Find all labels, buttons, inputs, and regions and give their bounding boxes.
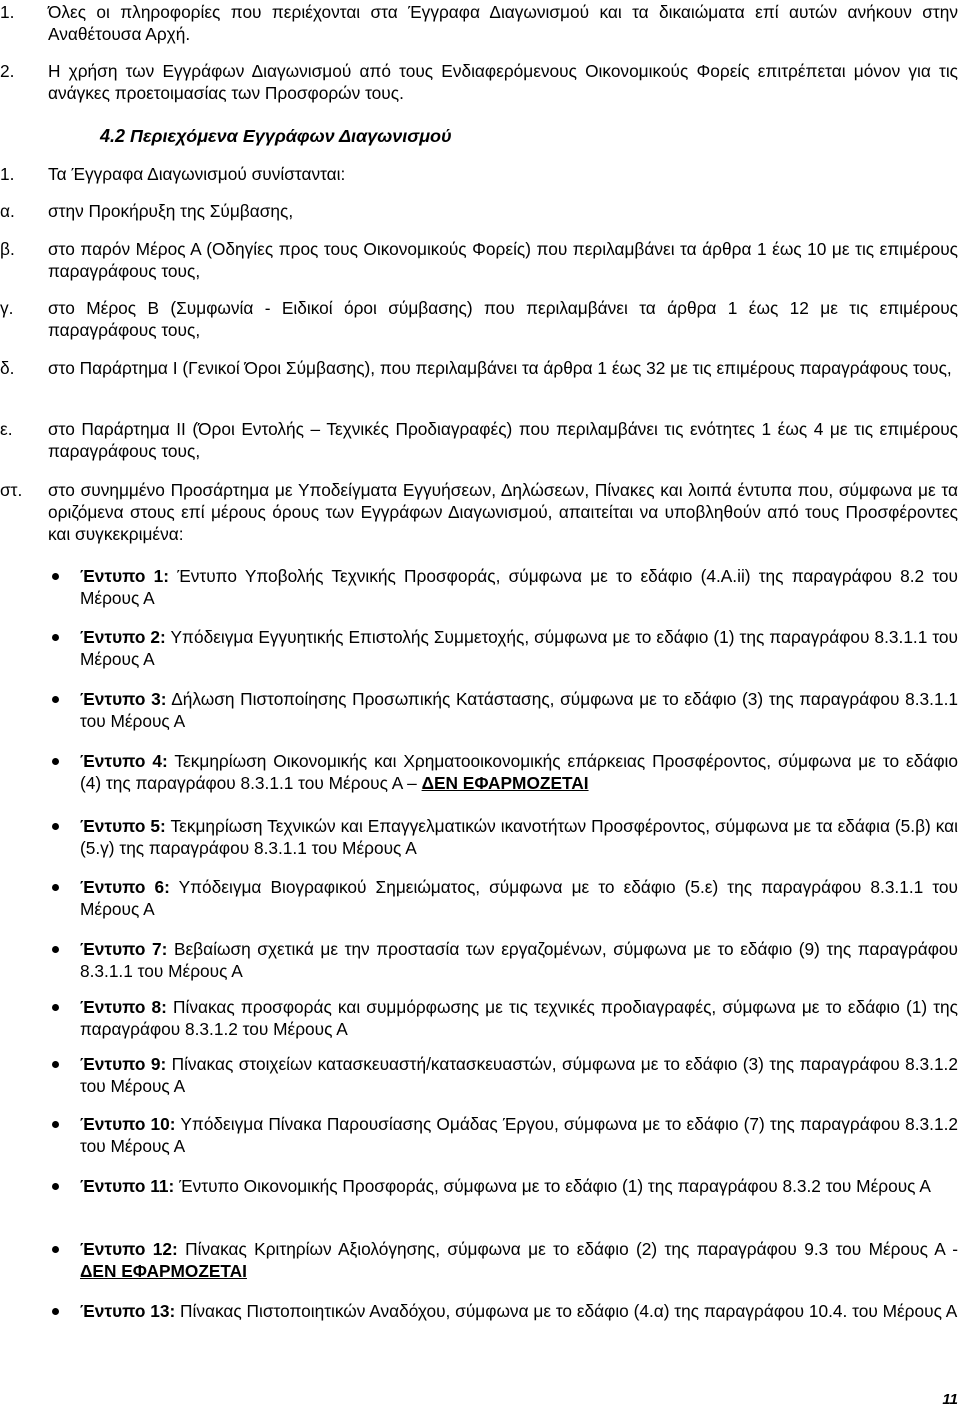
form-item (0, 815, 958, 859)
form-text: Πίνακας προσφοράς και συμμόρφωσης με τις τεχνικές προδιαγραφές, σύμφωνα με το εδάφιο (1) της παραγράφου 8.3.1.2 του Μέρους Α (80, 997, 958, 1039)
form-label: Έντυπο 1: (80, 566, 169, 586)
sub-text: στο Παράρτημα Ι (Γενικοί Όροι Σύμβασης), που περιλαμβάνει τα άρθρα 1 έως 32 με τις επιμέρους παραγράφους τους, (48, 358, 952, 378)
form-label: Έντυπο 11: (80, 1176, 175, 1196)
form-item (0, 1175, 958, 1197)
form-item (0, 565, 958, 609)
sub-text: στο Μέρος Β (Συμφωνία - Ειδικοί όροι σύμβασης) που περιλαμβάνει τα άρθρα 1 έως 12 με τις επιμέρους παραγράφους τους, (48, 298, 958, 340)
form-label: Έντυπο 7: (80, 939, 168, 959)
sub-marker: γ. (0, 298, 14, 318)
form-item (0, 750, 958, 794)
form-text: Υπόδειγμα Βιογραφικού Σημειώματος, σύμφωνα με το εδάφιο (5.ε) της παραγράφου 8.3.1.1 του Μέρους Α (80, 877, 958, 919)
sub-text: στο παρόν Μέρος Α (Οδηγίες προς τους Οικονομικούς Φορείς) που περιλαμβάνει τα άρθρα 1 έως 10 με τις επιμέρους παραγράφους τους, (48, 239, 958, 281)
form-text: Πίνακας Κριτηρίων Αξιολόγησης, σύμφωνα με το εδάφιο (2) της παραγράφου 9.3 του Μέρους Α - (185, 1239, 958, 1259)
item-marker: 1. (0, 164, 15, 184)
sub-marker: ε. (0, 419, 13, 439)
sub-text: στην Προκήρυξη της Σύμβασης, (48, 201, 294, 221)
sub-text: στο συνημμένο Προσάρτημα με Υποδείγματα Εγγυήσεων, Δηλώσεων, Πίνακες και λοιπά έντυπα που, σύμφωνα με τα οριζόμενα στους επί μέρους όρους των Εγγράφων Διαγωνισμού, απαιτείται να υποβληθούν από τους Προσφέροντες και συγκεκριμένα: (48, 480, 958, 544)
form-text: Πίνακας Πιστοποιητικών Αναδόχου, σύμφωνα με το εδάφιο (4.α) της παραγράφου 10.4. του Μέρους Α (180, 1301, 958, 1321)
sub-item (0, 357, 958, 379)
form-item (0, 996, 958, 1040)
form-item (0, 1053, 958, 1097)
form-label: Έντυπο 6: (80, 877, 170, 897)
bullet-icon (0, 938, 80, 982)
form-text: Έντυπο Οικονομικής Προσφοράς, σύμφωνα με το εδάφιο (1) της παραγράφου 8.3.2 του Μέρους Α (179, 1176, 931, 1196)
item-text: Η χρήση των Εγγράφων Διαγωνισμού από τους Ενδιαφερόμενους Οικονομικούς Φορείς επιτρέπεται μόνον για τις ανάγκες προετοιμασίας των Προσφορών τους. (48, 61, 958, 103)
form-item (0, 1300, 958, 1322)
section-heading: 4.2 Περιεχόμενα Εγγράφων Διαγωνισμού (100, 126, 452, 146)
form-label: Έντυπο 13: (80, 1301, 176, 1321)
list-item (0, 60, 958, 104)
not-applicable-note: ΔΕΝ ΕΦΑΡΜΟΖΕΤΑΙ (80, 1261, 247, 1281)
bullet-icon (0, 565, 80, 609)
sub-marker: στ. (0, 480, 23, 500)
form-item (0, 1238, 958, 1282)
bullet-icon (0, 688, 80, 732)
bullet-icon (0, 626, 80, 670)
form-label: Έντυπο 3: (80, 689, 167, 709)
not-applicable-note: ΔΕΝ ΕΦΑΡΜΟΖΕΤΑΙ (421, 773, 589, 793)
item-text: Όλες οι πληροφορίες που περιέχονται στα Έγγραφα Διαγωνισμού και τα δικαιώματα επί αυτών ανήκουν στην Αναθέτουσα Αρχή. (48, 2, 958, 44)
form-label: Έντυπο 10: (80, 1114, 176, 1134)
form-label: Έντυπο 5: (80, 816, 166, 836)
bullet-icon (0, 815, 80, 859)
form-label: Έντυπο 12: (80, 1239, 178, 1259)
bullet-icon (0, 1238, 80, 1282)
bullet-icon (0, 876, 80, 920)
sub-item (0, 297, 958, 341)
form-text: Βεβαίωση σχετικά με την προστασία των εργαζομένων, σύμφωνα με το εδάφιο (9) της παραγράφου 8.3.1.1 του Μέρους Α (80, 939, 958, 981)
bullet-icon (0, 1300, 80, 1322)
item-marker: 2. (0, 61, 15, 81)
form-label: Έντυπο 9: (80, 1054, 167, 1074)
sub-text: στο Παράρτημα ΙΙ (Όροι Εντολής – Τεχνικές Προδιαγραφές) που περιλαμβάνει τις ενότητες 1 έως 4 με τις επιμέρους παραγράφους τους, (48, 419, 958, 461)
form-item (0, 688, 958, 732)
form-item (0, 1113, 958, 1157)
form-text: Έντυπο Υποβολής Τεχνικής Προσφοράς, σύμφωνα με το εδάφιο (4.Α.ii) της παραγράφου 8.2 του Μέρους Α (80, 566, 958, 608)
form-text: Υπόδειγμα Πίνακα Παρουσίασης Ομάδας Έργου, σύμφωνα με το εδάφιο (7) της παραγράφου 8.3.1.2 του Μέρους Α (80, 1114, 958, 1156)
list-item (0, 1, 958, 45)
form-text: Τεκμηρίωση Οικονομικής και Χρηματοοικονομικής επάρκειας Προσφέροντος, σύμφωνα με το εδάφιο (4) της παραγράφου 8.3.1.1 του Μέρους Α – (80, 751, 958, 793)
sub-item (0, 418, 958, 462)
sub-marker: β. (0, 239, 15, 259)
bullet-icon (0, 996, 80, 1040)
form-text: Πίνακας στοιχείων κατασκευαστή/κατασκευαστών, σύμφωνα με το εδάφιο (3) της παραγράφου 8.3.1.2 του Μέρους Α (80, 1054, 958, 1096)
form-label: Έντυπο 4: (80, 751, 168, 771)
form-text: Τεκμηρίωση Τεχνικών και Επαγγελματικών ικανοτήτων Προσφέροντος, σύμφωνα με τα εδάφια (5.β) και (5.γ) της παραγράφου 8.3.1.1 του Μέρους Α (80, 816, 958, 858)
bullet-icon (0, 750, 80, 794)
form-label: Έντυπο 8: (80, 997, 167, 1017)
item-marker: 1. (0, 2, 15, 22)
form-item (0, 876, 958, 920)
list-item (0, 163, 958, 185)
sub-marker: δ. (0, 358, 15, 378)
form-item (0, 626, 958, 670)
item-text: Τα Έγγραφα Διαγωνισμού συνίστανται: (48, 164, 346, 184)
form-label: Έντυπο 2: (80, 627, 166, 647)
sub-item (0, 238, 958, 282)
page-number: 11 (942, 1391, 958, 1408)
sub-item (0, 479, 958, 545)
bullet-icon (0, 1175, 80, 1197)
form-text: Δήλωση Πιστοποίησης Προσωπικής Κατάστασης, σύμφωνα με το εδάφιο (3) της παραγράφου 8.3.1.1 του Μέρους Α (80, 689, 958, 731)
form-item (0, 938, 958, 982)
sub-marker: α. (0, 201, 15, 221)
sub-item (0, 200, 958, 222)
form-text: Υπόδειγμα Εγγυητικής Επιστολής Συμμετοχής, σύμφωνα με το εδάφιο (1) της παραγράφου 8.3.1.1 του Μέρους Α (80, 627, 958, 669)
bullet-icon (0, 1113, 80, 1157)
bullet-icon (0, 1053, 80, 1097)
